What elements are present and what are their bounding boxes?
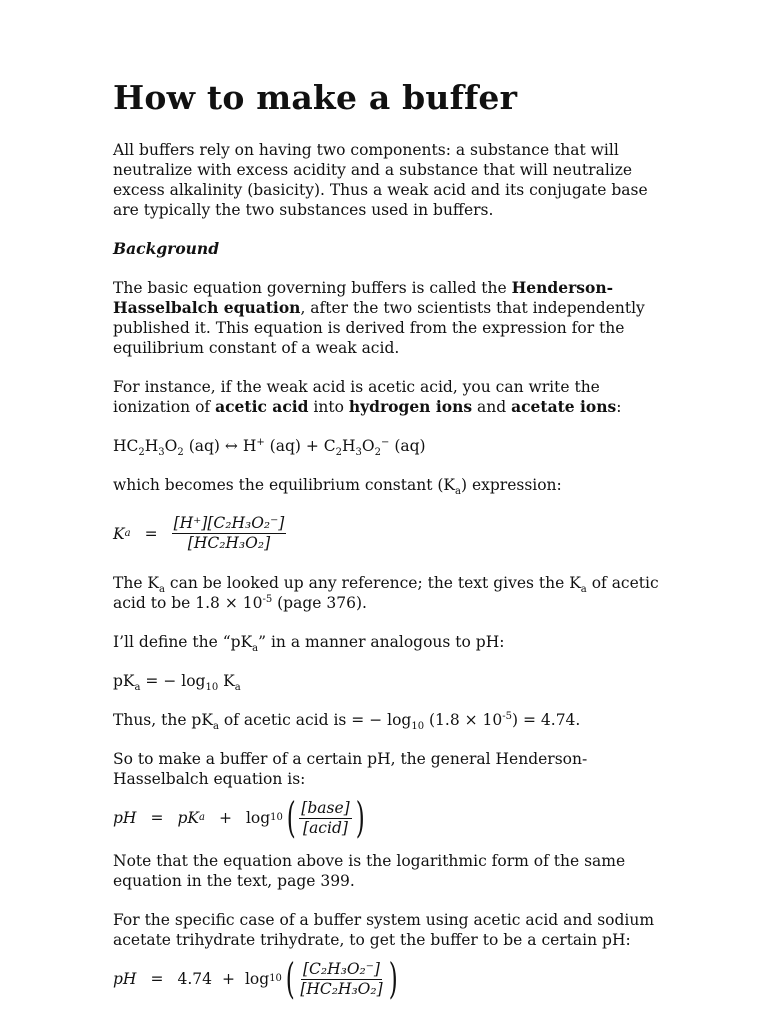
note-paragraph: Note that the equation above is the logarithmic form of the same equation in the text, page 399. — [113, 852, 626, 890]
ka-equation: K a = $\frac{\text{[H⁺][C₂H₃O₂⁻]}}{\text{[HC₂H₃O₂]}}$ — [113, 514, 285, 552]
ionization-paragraph: For instance, if the weak acid is acetic acid, you can write the ionization of acetic acid into hydrogen ions and acetate ions: — [113, 378, 622, 416]
hh-denominator: [acid] — [303, 818, 348, 837]
hh-intro-paragraph: So to make a buffer of a certain pH, the general Henderson-Hasselbalch equation is: — [113, 750, 588, 788]
hh-numerator: [base] — [301, 798, 350, 817]
pka-intro-paragraph: I’ll define the “$pK_a$” in a manner analogous to pH: — [113, 633, 505, 655]
ka-numerator: [H⁺][C₂H₃O₂⁻] — [173, 514, 285, 532]
equilibrium-arrow-icon: ↔ — [224, 437, 238, 455]
ka-denominator: [HC₂H₃O₂] — [187, 534, 271, 552]
background-heading: Background — [113, 239, 220, 258]
pka-definition: $pK_a$ = − $\log_{10} K_a$ — [113, 672, 241, 694]
ka-intro-paragraph: which becomes the equilibrium constant $(K_a)$ expression: — [113, 476, 562, 498]
specific-buffer-equation: pH = 4.74 + log 10 ( $\frac{\text{[C₂H₃O₂⁻]}}{\text{[HC₂H₃O₂]}}$ ) — [113, 954, 398, 1003]
intro-paragraph: All buffers rely on having two components: a substance that will neutralize with excess acidity and a substance that will neutralize excess alkalinity (basicity). Thus a weak acid and its conjugate base are typically the two substances used in buffers. — [113, 141, 648, 219]
ka-value-paragraph: The $K_a$ can be looked up any reference; the text gives the $K_a$ of acetic acid to be $1.8 \times 10^{-5}$ (page 376). — [113, 574, 659, 612]
pka-value-paragraph: Thus, the $pK_a$ of acetic acid is = − $\log_{10} (1.8 \times 10^{-5}) = 4.74$. — [113, 710, 581, 733]
specific-numerator: [C₂H₃O₂⁻] — [302, 959, 380, 978]
specific-case-paragraph: For the specific case of a buffer system using acetic acid and sodium acetate trihydrate trihydrate, to get the buffer to be a certain pH: — [113, 911, 655, 949]
henderson-hasselbalch-equation: pH = pK a + log 10 ( $\frac{\text{[base]}}{\text{[acid]}}$ ) — [113, 793, 365, 842]
background-paragraph: The basic equation governing buffers is called the Henderson-Hasselbalch equation, after the two scientists that independently published it. This equation is derived from the expression for the equilibrium constant of a weak acid. — [113, 278, 645, 357]
page-title: How to make a buffer — [113, 78, 518, 117]
ionization-reaction: $HC_2H_3O_2$ (aq) ↔ H+ $(aq) + C_2H_3O_2^-$ (aq) — [113, 436, 426, 459]
specific-denominator: [HC₂H₃O₂] — [300, 979, 383, 998]
document-page — [113, 78, 673, 1019]
